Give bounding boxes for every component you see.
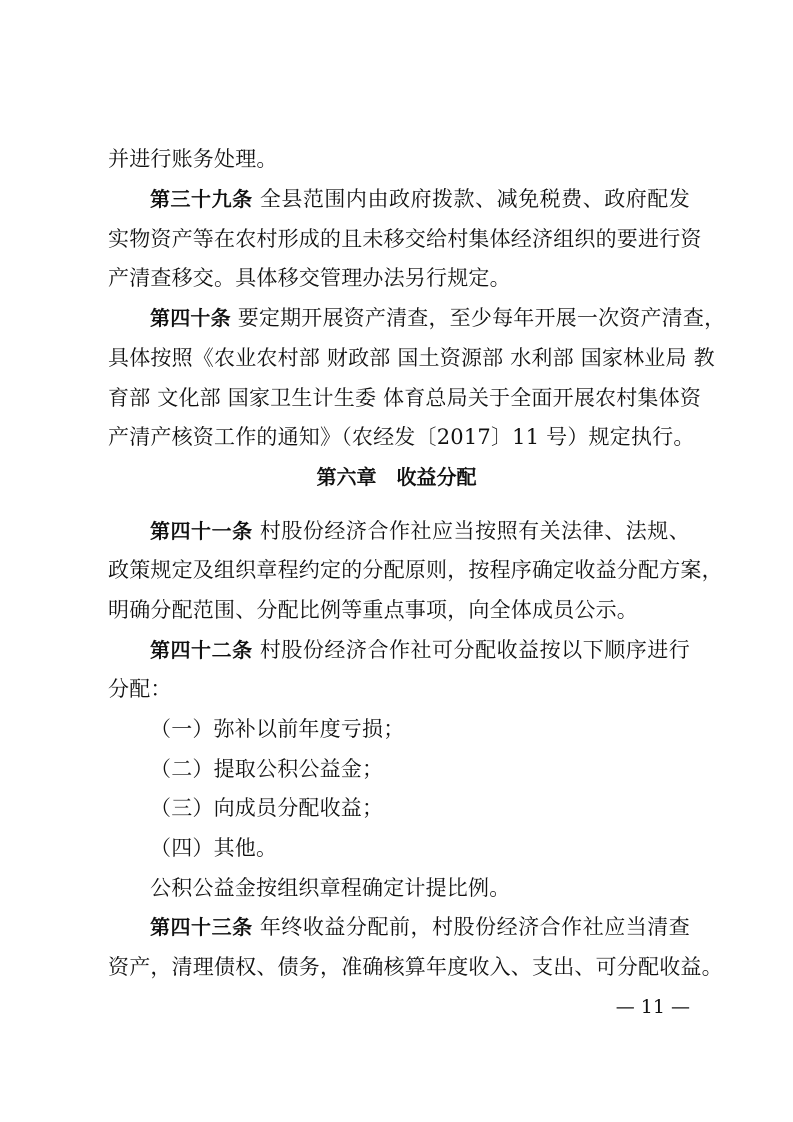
text-line: 分配： <box>108 677 172 701</box>
article-41: 第四十一条 村股份经济合作社应当按照有关法律、法规、 <box>150 519 690 543</box>
article-title: 第四十三条 <box>150 915 253 939</box>
page-number: — 11 — <box>615 996 690 1018</box>
text-line: 产清产核资工作的通知》（农经发〔2017〕11 号）规定执行。 <box>108 425 695 449</box>
text-line: 实物资产等在农村形成的且未移交给村集体经济组织的要进行资 <box>108 227 702 251</box>
text-line: 育部 文化部 国家卫生计生委 体育总局关于全面开展农村集体资 <box>108 386 702 410</box>
list-item: （二）提取公积公益金； <box>150 757 384 781</box>
article-title: 第四十一条 <box>150 519 253 543</box>
list-item: （四）其他。 <box>150 836 278 860</box>
article-title: 第四十二条 <box>150 638 253 662</box>
article-39: 第三十九条 全县范围内由政府拨款、减免税费、政府配发 <box>150 187 690 211</box>
chapter-heading: 第六章 收益分配 <box>316 465 477 489</box>
text-line: 明确分配范围、分配比例等重点事项，向全体成员公示。 <box>108 598 638 622</box>
article-43: 第四十三条 年终收益分配前，村股份经济合作社应当清查 <box>150 915 690 939</box>
list-item: （三）向成员分配收益； <box>150 796 384 820</box>
article-title: 第四十条 <box>150 306 231 330</box>
text-line: 资产，清理债权、债务，准确核算年度收入、支出、可分配收益。 <box>108 955 723 979</box>
article-title: 第三十九条 <box>150 187 253 211</box>
text-line: 公积公益金按组织章程确定计提比例。 <box>150 876 511 900</box>
list-item: （一）弥补以前年度亏损； <box>150 717 405 741</box>
article-40: 第四十条 要定期开展资产清查，至少每年开展一次资产清查， <box>150 306 726 330</box>
text-line: 并进行账务处理。 <box>108 147 278 171</box>
article-42: 第四十二条 村股份经济合作社可分配收益按以下顺序进行 <box>150 638 690 662</box>
text-line: 政策规定及组织章程约定的分配原则，按程序确定收益分配方案， <box>108 558 723 582</box>
text-line: 产清查移交。具体移交管理办法另行规定。 <box>108 266 511 290</box>
text-line: 具体按照《农业农村部 财政部 国土资源部 水利部 国家林业局 教 <box>108 346 715 370</box>
